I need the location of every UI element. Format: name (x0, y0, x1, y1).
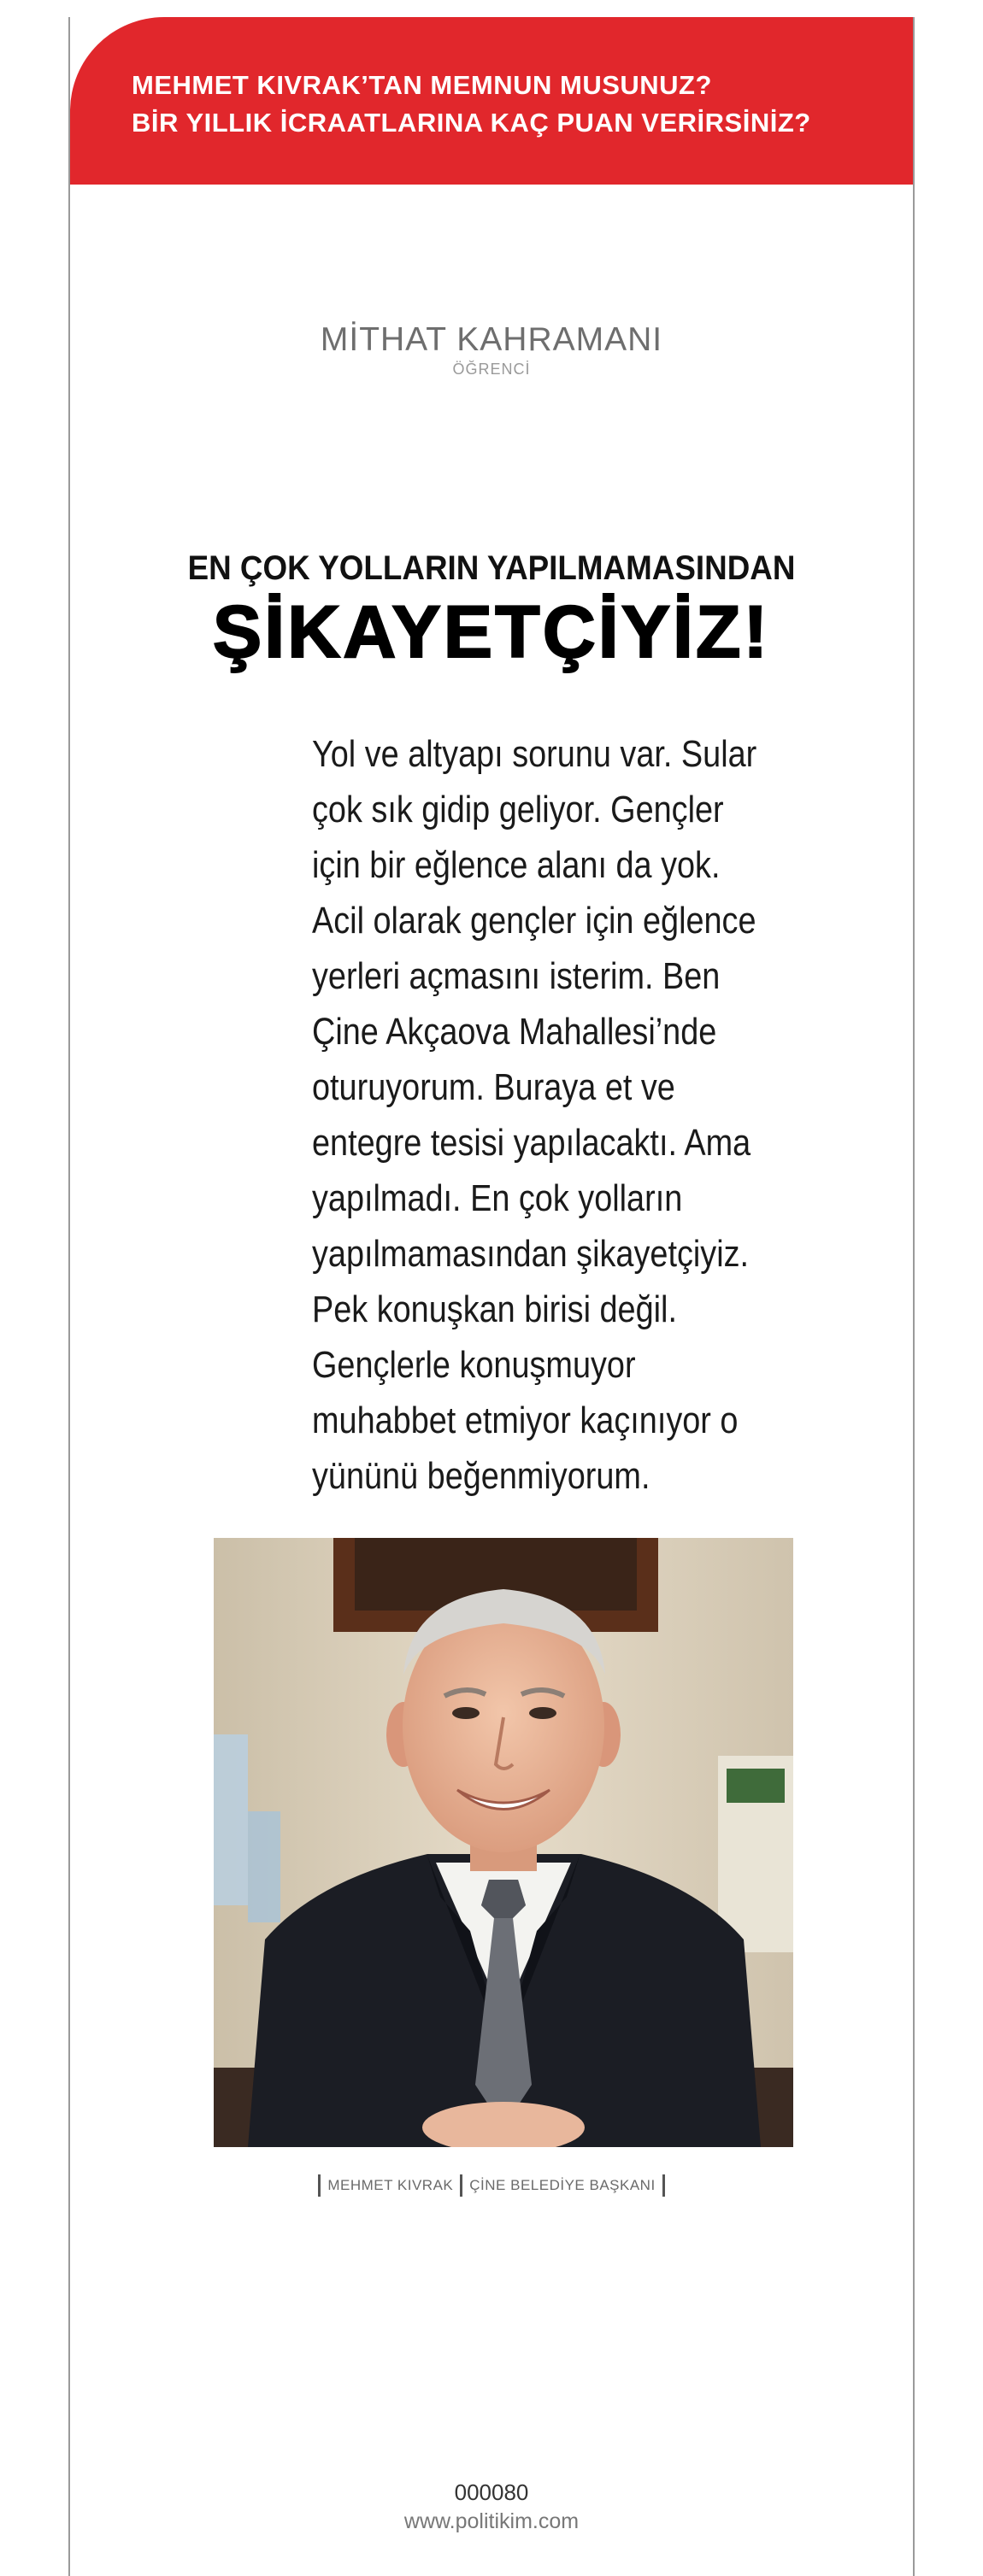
page-footer (70, 2478, 913, 2536)
caption-divider (318, 2174, 321, 2197)
page-number: 000080 (454, 2479, 529, 2505)
author-block (70, 320, 913, 378)
author-role: ÖĞRENCİ (452, 361, 531, 378)
header-banner (70, 17, 913, 185)
site-url[interactable]: www.politikim.com (403, 2509, 580, 2533)
article-paragraph: Yol ve altyapı sorunu var. Sular çok sık gidip geliyor. Gençler için bir eğlence alanı da yok. Acil olarak gençler için eğlence yerleri açmasını isterim. Ben Çine Akçaova Mahallesi’nde oturuyorum. Buraya et ve entegre tesisi yapılacaktı. Ama yapılmadı. En çok yolların yapılmamasından şikayetçiyiz. Pek konuşkan birisi değil. Gençlerle konuşmuyor muhabbet etmiyor kaçınıyor o yününü beğenmiyorum. (312, 733, 757, 1497)
photo-caption (70, 2174, 913, 2197)
portrait-photo (214, 1538, 793, 2147)
author-name: MİTHAT KAHRAMANI (320, 321, 663, 358)
page-frame (68, 17, 915, 2576)
headline-main: ŞİKAYETÇİYİZ! (212, 591, 771, 673)
headline-kicker: EN ÇOK YOLLARIN YAPILMAMASINDAN (187, 549, 796, 587)
header-question-2: BİR YILLIK İCRAATLARINA KAÇ PUAN VERİRSİNİZ? (132, 108, 811, 138)
caption-divider (460, 2174, 462, 2197)
headline-block (70, 545, 913, 673)
article-body (312, 726, 842, 1504)
caption-name: MEHMET KIVRAK (327, 2177, 454, 2193)
portrait-illustration (214, 1538, 793, 2147)
caption-title: ÇİNE BELEDİYE BAŞKANI (469, 2177, 656, 2193)
header-question-1: MEHMET KIVRAK’TAN MEMNUN MUSUNUZ? (132, 70, 712, 100)
caption-divider (662, 2174, 665, 2197)
